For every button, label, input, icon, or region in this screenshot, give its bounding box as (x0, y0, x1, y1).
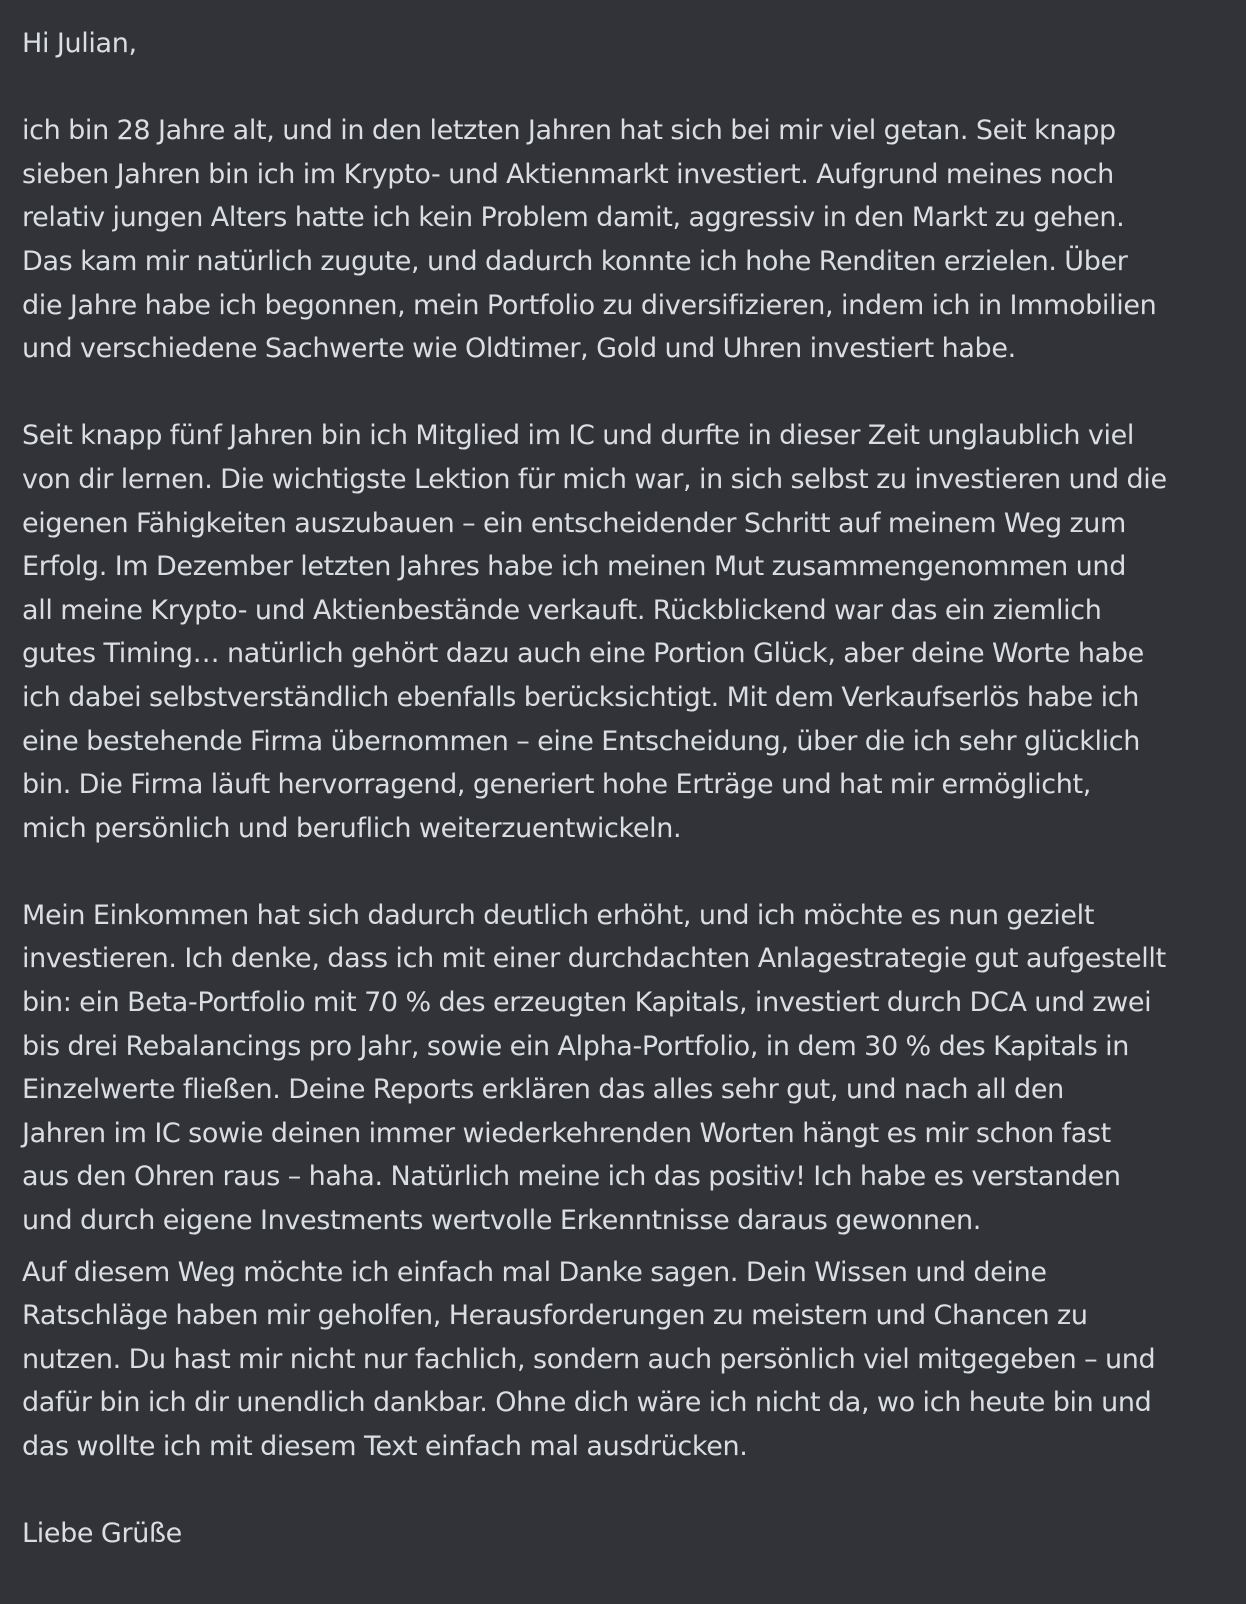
message-line: bin. Die Firma läuft hervorragend, generiert hohe Erträge und hat mir ermöglicht, (22, 769, 1091, 801)
message-line: Seit knapp fünf Jahren bin ich Mitglied im IC und durfte in dieser Zeit unglaublich viel (22, 420, 1135, 452)
message-line: eigenen Fähigkeiten auszubauen – ein entscheidender Schritt auf meinem Weg zum (22, 507, 1127, 539)
message-line: investieren. Ich denke, dass ich mit einer durchdachten Anlagestrategie gut aufgestellt (22, 943, 1166, 975)
message-greeting: Hi Julian, (22, 28, 137, 59)
paragraph-spacer (22, 371, 1232, 415)
message-paragraph (22, 109, 1232, 371)
message-body (22, 22, 1232, 1556)
message-line: Auf diesem Weg möchte ich einfach mal Danke sagen. Dein Wissen und deine (22, 1256, 1047, 1288)
message-line: bis drei Rebalancings pro Jahr, sowie ein Alpha-Portfolio, in dem 30 % des Kapitals in (22, 1030, 1130, 1062)
message-line: das wollte ich mit diesem Text einfach mal ausdrücken. (22, 1431, 748, 1462)
message-signoff: Liebe Grüße (22, 1518, 182, 1550)
message-paragraph (22, 894, 1232, 1243)
message-line: Erfolg. Im Dezember letzten Jahres habe ich meinen Mut zusammengenommen und (22, 551, 1126, 583)
message-line: Das kam mir natürlich zugute, und dadurch konnte ich hohe Renditen erzielen. Über (22, 245, 1128, 277)
message-line: ich bin 28 Jahre alt, und in den letzten Jahren hat sich bei mir viel getan. Seit knapp (22, 115, 1116, 147)
message-line: Mein Einkommen hat sich dadurch deutlich erhöht, und ich möchte es nun gezielt (22, 899, 1095, 931)
message-line: und durch eigene Investments wertvolle Erkenntnisse daraus gewonnen. (22, 1205, 981, 1237)
message-line: relativ jungen Alters hatte ich kein Problem damit, aggressiv in den Markt zu gehen. (22, 202, 1125, 234)
message-line: Jahren im IC sowie deinen immer wiederkehrenden Worten hängt es mir schon fast (22, 1117, 1111, 1149)
message-line: Einzelwerte fließen. Deine Reports erklären das alles sehr gut, und nach all den (22, 1074, 1064, 1106)
message-line: dafür bin ich dir unendlich dankbar. Ohne dich wäre ich nicht da, wo ich heute bin und (22, 1387, 1152, 1419)
message-paragraph (22, 414, 1232, 850)
message-line: nutzen. Du hast mir nicht nur fachlich, sondern auch persönlich viel mitgegeben – und (22, 1343, 1156, 1375)
message-line: sieben Jahren bin ich im Krypto- und Aktienmarkt investiert. Aufgrund meines noch (22, 158, 1114, 190)
paragraph-spacer (22, 1243, 1232, 1251)
message-paragraph (22, 1251, 1232, 1469)
message-line: ich dabei selbstverständlich ebenfalls berücksichtigt. Mit dem Verkaufserlös habe ich (22, 681, 1139, 713)
message-line: und verschiedene Sachwerte wie Oldtimer, Gold und Uhren investiert habe. (22, 333, 1016, 365)
message-line: bin: ein Beta-Portfolio mit 70 % des erzeugten Kapitals, investiert durch DCA und zwei (22, 987, 1152, 1019)
message-line: aus den Ohren raus – haha. Natürlich meine ich das positiv! Ich habe es verstanden (22, 1161, 1121, 1193)
message-line: die Jahre habe ich begonnen, mein Portfolio zu diversifizieren, indem ich in Immobilien (22, 289, 1157, 321)
message-line: eine bestehende Firma übernommen – eine Entscheidung, über die ich sehr glücklich (22, 725, 1141, 757)
paragraph-spacer (22, 1469, 1232, 1513)
message-line: all meine Krypto- und Aktienbestände verkauft. Rückblickend war das ein ziemlich (22, 594, 1102, 626)
paragraph-spacer (22, 850, 1232, 894)
paragraph-spacer (22, 66, 1232, 110)
message-line: mich persönlich und beruflich weiterzuentwickeln. (22, 812, 682, 844)
message-line: Ratschläge haben mir geholfen, Herausforderungen zu meistern und Chancen zu (22, 1300, 1088, 1332)
message-line: gutes Timing… natürlich gehört dazu auch eine Portion Glück, aber deine Worte habe (22, 638, 1144, 670)
message-line: von dir lernen. Die wichtigste Lektion für mich war, in sich selbst zu investieren und die (22, 463, 1167, 495)
